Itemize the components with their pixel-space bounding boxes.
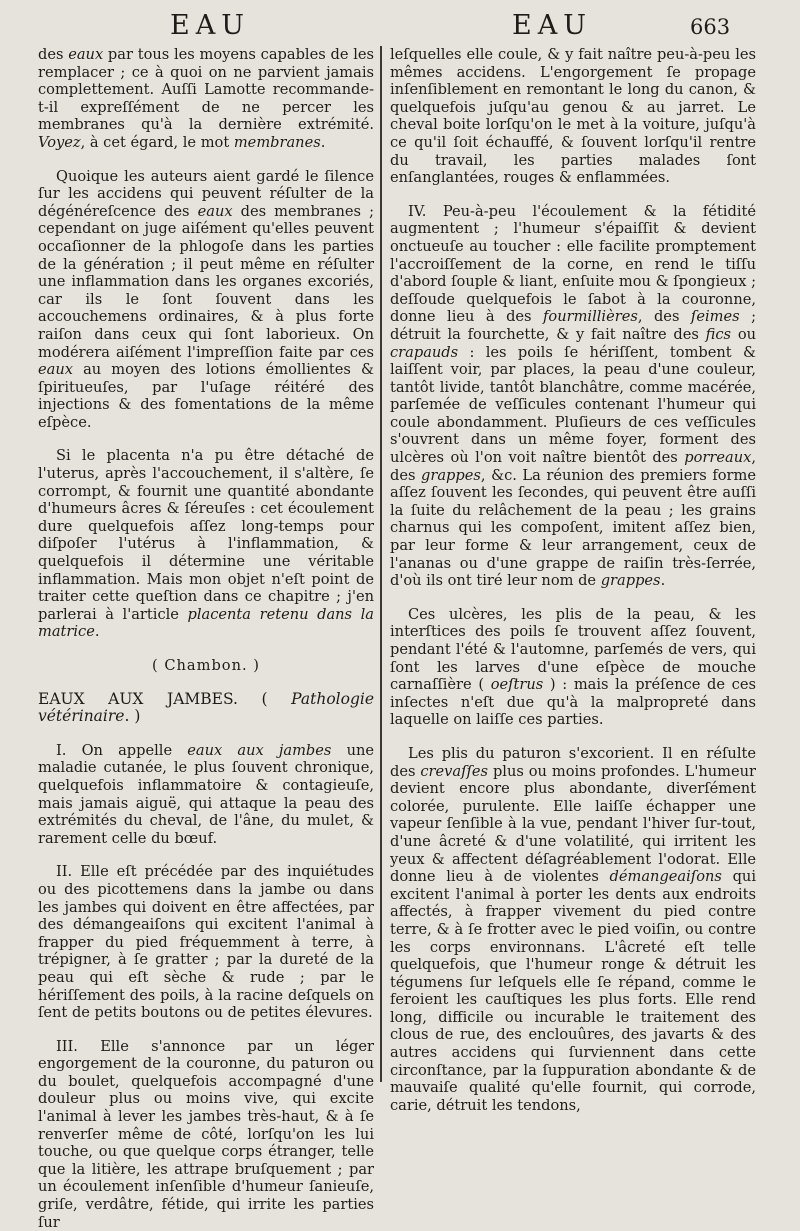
article-heading: EAUX AUX JAMBES. ( Pathologie vétérinaire. ): [38, 689, 374, 726]
author-signature: ( Chambon. ): [152, 657, 260, 674]
right-column: [390, 46, 756, 1114]
column-rule: [380, 46, 382, 1082]
running-head-left: EAU: [170, 10, 250, 41]
paragraph: leſquelles elle coule, & y fait naître peu-à-peu les mêmes accidens. L'engorgement ſe propage inſenſiblement en remontant le long du canon, & quelquefois juſqu'au genou & au jarret. Le cheval boite lorſqu'on le met à la voiture, juſqu'à ce qu'il ſoit échauffé, & ſouvent lorſqu'il rentre du travail, les parties malades ſont enſanglantées, rouges & enflammées.: [390, 46, 756, 187]
paragraph: IV. Peu-à-peu l'écoulement & la fétidité augmentent ; l'humeur s'épaiſſit & devient onctueuſe au toucher : elle facilite promptement l'accroiſſement de la corne, en rend le tiſſu d'abord ſouple & liant, enſuite mou & ſpongieux ; deſſoude quelquefois le ſabot à la couronne, donne lieu à des fourmillières, des ſeimes ; détruit la fourchette, & y fait naître des fics ou crapauds : les poils ſe hériſſent, tombent & laiſſent voir, par places, la peau d'une couleur, tantôt livide, tantôt blanchâtre, comme macérée, parſemée de veſſicules contenant l'humeur qui coule abondamment. Pluſieurs de ces veſſicules s'ouvrent dans un même foyer, forment des ulcères où l'on voit naître bientôt des porreaux, des grappes, &c. La réunion des premiers forme aſſez ſouvent les ſecondes, qui peuvent être auſſi la ſuite du relâchement de la peau ; les grains charnus qui les compoſent, imitent aſſez bien, par leur forme & leur arrangement, ceux de l'ananas ou d'une grappe de raiſin très-ſerrée, d'où ils ont tiré leur nom de grappes.: [390, 202, 757, 590]
left-column: [38, 46, 374, 1231]
paragraph: I. On appelle eaux aux jambes une maladie cutanée, le plus ſouvent chronique, quelquefois inflammatoire & contagieuſe, mais jamais aiguë, qui attaque la peau des extrémités du cheval, de l'âne, du mulet, & rarement celle du bœuf.: [38, 741, 375, 847]
paragraph: II. Elle eſt précédée par des inquiétudes ou des picottemens dans la jambe ou dans les jambes qui doivent en être affectées, par des démangeaiſons qui excitent l'animal à frapper du pied fréquemment à terre, à trépigner, à ſe gratter ; par la dureté de la peau qui eſt sèche & rude ; par le hériſſement des poils, à la racine deſquels on ſent de petits boutons ou de petites élevures.: [38, 863, 374, 1022]
paragraph: III. Elle s'annonce par un léger engorgement de la couronne, du paturon ou du boulet, quelquefois accompagné d'une douleur plus ou moins vive, qui excite l'animal à lever les jambes très-haut, & à ſe renverſer même de côté, lorſqu'on les lui touche, ou que quelque corps étranger, telle que la litière, les attrape bruſquement ; par un écoulement inſenſible d'humeur ſanieuſe, griſe, verdâtre, fétide, qui irrite les parties ſur: [38, 1037, 374, 1231]
running-head-right: EAU: [512, 10, 592, 41]
paragraph: Quoique les auteurs aient gardé le ſilence ſur les accidens qui peuvent réſulter de la dégénéreſcence des eaux des membranes ; cependant on juge aiſément qu'elles peuvent occaſionner de la phlogoſe dans les parties de la génération ; il peut même en réſulter une inflammation dans les organes excoriés, car ils le ſont ſouvent dans les accouchemens ordinaires, & à plus forte raiſon dans ceux qui ſont laborieux. On modérera aiſément l'impreſſion faite par ces eaux au moyen des lotions émollientes & ſpiritueuſes, par l'uſage réitéré des injections & des fomentations de la même eſpèce.: [38, 167, 374, 431]
paragraph: Les plis du paturon s'excorient. Il en réſulte des crevaſſes plus ou moins profondes. L'humeur devient encore plus abondante, diverſément colorée, purulente. Elle laiſſe échapper une vapeur ſenſible à la vue, pendant l'hiver ſur-tout, d'une âcreté & d'une volatilité, qui irritent les yeux & affectent déſagréablement l'odorat. Elle donne lieu à de violentes démangeaiſons qui excitent l'animal à porter les dents aux endroits affectés, à frapper vivement du pied contre terre, & à ſe frotter avec le pied voiſin, ou contre les corps environnans. L'âcreté eſt telle quelquefois, que l'humeur ronge & détruit les tégumens ſur leſquels elle ſe répand, comme le feroient les cauſtiques les plus forts. Elle rend long, difficile ou incurable le traitement des clous de rue, des enclouûres, des javarts & des autres accidens qui ſurviennent dans cette circonſtance, par la ſuppuration abondante & de mauvaiſe qualité qu'elle fournit, qui corrode, carie, détruit les tendons,: [390, 744, 756, 1114]
page-number: 663: [690, 15, 731, 39]
paragraph: Ces ulcères, les plis de la peau, & les interſtices des poils ſe trouvent aſſez ſouvent, pendant l'été & l'automne, parſemés de vers, qui ſont les larves d'une eſpèce de mouche carnaſſière ( oeſtrus ) : mais la préſence de ces inſectes n'eſt due qu'à la malpropreté dans laquelle on laiſſe ces parties.: [390, 605, 756, 729]
paragraph: Si le placenta n'a pu être détaché de l'uterus, après l'accouchement, il s'altère, ſe corrompt, & fournit une quantité abondante d'humeurs âcres & ſéreuſes : cet écoulement dure quelquefois aſſez long-temps pour diſpoſer l'utérus à l'inflammation, & quelquefois il détermine une véritable inflammation. Mais mon objet n'eſt point de traiter cette queſtion dans ce chapitre ; j'en parlerai à l'article placenta retenu dans la matrice.: [38, 447, 374, 641]
paragraph: des eaux par tous les moyens capables de les remplacer ; ce à quoi on ne parvient jamais complettement. Auſſi Lamotte recommande-t-il expreſſément de ne percer les membranes qu'à la dernière extrémité. Voyez, à cet égard, le mot membranes.: [38, 46, 374, 151]
